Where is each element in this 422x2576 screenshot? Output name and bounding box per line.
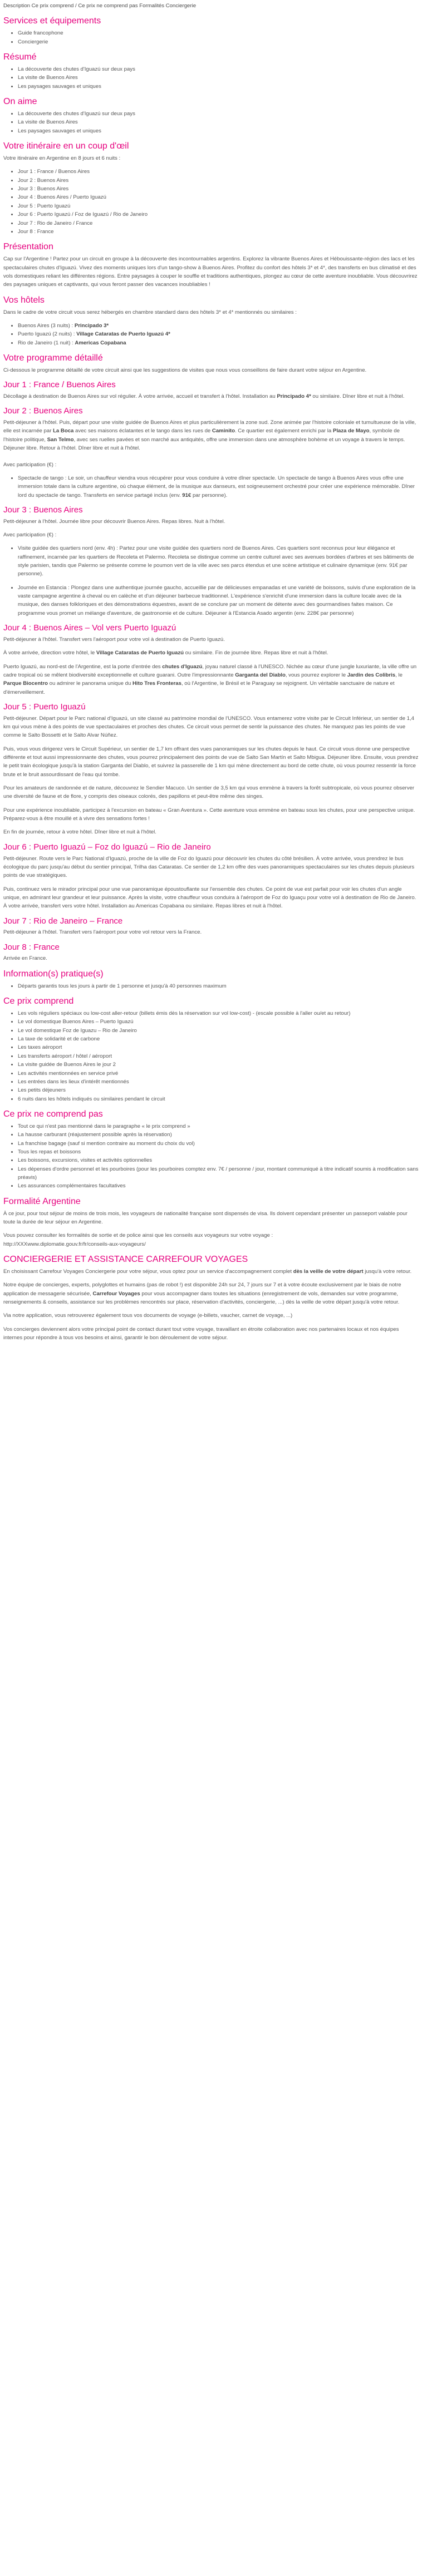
list-item: • Jour 7 : Rio de Janeiro / France bbox=[18, 219, 419, 228]
day-4-text-2 bbox=[3, 649, 419, 657]
day-5-text-4: Pour une expérience inoubliable, participez à l'excursion en bateau « Gran Aventura ». Cette aventure vous emmène en bateau sous les chutes, pour une perspective unique. Préparez-vous à être mouillé et à vivre des sensations fortes ! bbox=[3, 807, 415, 822]
section-title-itinerary: Votre itinéraire en un coup d'œil bbox=[3, 141, 129, 151]
list-item: • La visite guidée de Buenos Aires le jour 2 bbox=[18, 1060, 419, 1069]
hotel-label: Buenos Aires (3 nuits) : bbox=[18, 322, 75, 329]
list-item: • Jour 8 : France bbox=[18, 228, 419, 236]
section-title-price-excludes: Ce prix ne comprend pas bbox=[3, 1109, 103, 1119]
text-segment: ou similaire. Dîner libre et nuit à l'hôtel. bbox=[311, 393, 405, 400]
day-3-options bbox=[3, 544, 419, 618]
list-item: • Visite guidée des quartiers nord (env. 4h) : Partez pour une visite guidée des quartiers nord de Buenos Aires. Ces quartiers sont reconnus pour leur élégance et raffinement, incarnée par les quartiers de Recoleta et Palermo. Recoleta se distingue comme un centre culturel avec ses avenues bordées d'arbres et ses bâtiments de style parisien, tandis que Palermo se présente comme le poumon vert de la ville avec ses parcs étendus et une scène artistique et culinaire dynamique (env. 91€ par personne). bbox=[18, 544, 419, 578]
breadcrumb: Description Ce prix comprend / Ce prix ne comprend pas Formalités Conciergerie bbox=[3, 3, 197, 9]
list-item: • Tout ce qui n'est pas mentionné dans le paragraphe « le prix comprend » bbox=[18, 1122, 419, 1131]
formalities-text-1: À ce jour, pour tout séjour de moins de trois mois, les voyageurs de nationalité française sont dispensés de visa. Ils doivent cependant présenter un passeport valable pour toute la durée de leur séjour en Argentine. bbox=[3, 1210, 408, 1225]
day-3-text: Petit-déjeuner à l'hôtel. Journée libre pour découvrir Buenos Aires. Repas libres. Nuit à l'hôtel. bbox=[3, 518, 225, 525]
place-name: Hito Tres Fronteras bbox=[132, 680, 181, 687]
list-item: • Les dépenses d'ordre personnel et les pourboires (pour les pourboires comptez env. 7€ / personne / jour, montant communiqué à titre indicatif soumis à modification sans préavis) bbox=[18, 1165, 419, 1182]
day-4-text-1: Petit-déjeuner à l'hôtel. Transfert vers l'aéroport pour votre vol à destination de Puerto Iguazú. bbox=[3, 636, 225, 643]
place-name: Jardin des Colibris bbox=[347, 672, 396, 678]
day-6-title: Jour 6 : Puerto Iguazú – Foz do Iguazú – Rio de Janeiro bbox=[3, 842, 211, 852]
list-item: • Les paysages sauvages et uniques bbox=[18, 82, 419, 91]
day-5-text-2: Puis, vous vous dirigerez vers le Circuit Supérieur, un sentier de 1,7 km offrant des vues panoramiques sur les chutes depuis le haut. Ce circuit vous donne une perspective différente et tout aussi impressionnante des chutes, vous pourrez principalement des points de vue de Salto San Martín et Salto Mbigua. Déjeuner libre. Ensuite, vous prendrez le petit train écologique jusqu'à la station Garganta del Diablo, et suivrez la passerelle de 1 km qui mène directement au bord de cette chute, où vous pourrez ressentir la force brute et le bruit assourdissant de l'eau qui tombe. bbox=[3, 746, 419, 778]
text-segment: Petit-déjeuner à l'hôtel. Puis, départ pour une visite guidée de Buenos Aires et plus particulièrement la zone sud. Zone animée par l'histoire coloniale et tumultueuse de la ville, elle est incarnée par bbox=[3, 420, 416, 435]
day-5-text-5: En fin de journée, retour à votre hôtel. Dîner libre et nuit à l'hôtel. bbox=[3, 829, 156, 836]
list-item: • La découverte des chutes d'Iguazú sur deux pays bbox=[18, 110, 419, 118]
day-6-text-1: Petit-déjeuner. Route vers le Parc National d'Iguazú, proche de la ville de Foz do Iguazú pour découvrir les chutes du côté brésilien. À votre arrivée, vous prendrez le bus écologique du parc jusqu'au début du sentier principal, Trilha das Cataratas. Ce sentier de 1,2 km offre des vues panoramiques spectaculaires sur les chutes depuis plusieurs points de vue stratégiques. bbox=[3, 855, 415, 879]
section-title-price-includes: Ce prix comprend bbox=[3, 996, 74, 1006]
day-2-options bbox=[3, 474, 419, 500]
section-title-resume: Résumé bbox=[3, 52, 37, 62]
list-item bbox=[18, 322, 419, 330]
place-name: Caminito bbox=[212, 428, 235, 435]
section-title-services: Services et équipements bbox=[3, 16, 101, 26]
highlight: Carrefour Voyages bbox=[92, 1290, 140, 1297]
place-name: Garganta del Diablo bbox=[235, 672, 286, 678]
list-item: • Les vols réguliers spéciaux ou low-cost aller-retour (billets émis dès la réservation sur vol low-cost) - (escale possible à l'aller ou/et au retour) bbox=[18, 1009, 419, 1018]
day-7-text: Petit-déjeuner à l'hôtel. Transfert vers l'aéroport pour votre vol retour vers la France. bbox=[3, 929, 202, 936]
list-item: • Les entrées dans les lieux d'intérêt mentionnés bbox=[18, 1078, 419, 1086]
list-item: • Jour 6 : Puerto Iguazú / Foz de Iguazú / Rio de Janeiro bbox=[18, 210, 419, 219]
hotel-name: Principado 4* bbox=[277, 393, 311, 400]
list-item: • La taxe de solidarité et de carbone bbox=[18, 1035, 419, 1043]
section-title-hotels: Vos hôtels bbox=[3, 295, 45, 305]
price-includes-list bbox=[3, 1009, 419, 1103]
section-title-on-aime: On aime bbox=[3, 97, 37, 107]
list-item: • Les boissons, excursions, visites et activités optionnelles bbox=[18, 1156, 419, 1164]
infos-list bbox=[3, 982, 419, 990]
day-2-title: Jour 2 : Buenos Aires bbox=[3, 406, 83, 416]
conciergerie-text-1 bbox=[3, 1267, 419, 1276]
formalities-link-wrap bbox=[3, 1240, 419, 1248]
highlight: dès la veille de votre départ bbox=[293, 1269, 364, 1275]
list-item bbox=[18, 330, 419, 338]
day-1-text bbox=[3, 392, 419, 401]
list-item: • Les paysages sauvages et uniques bbox=[18, 127, 419, 135]
list-item: • La hausse carburant (réajustement possible après la réservation) bbox=[18, 1131, 419, 1139]
list-item: • 6 nuits dans les hôtels indiqués ou similaires pendant le circuit bbox=[18, 1095, 419, 1103]
list-item: • Le vol domestique Buenos Aires – Puerto Iguazú bbox=[18, 1018, 419, 1026]
text-segment: Notre équipe de concierges, experts, polyglottes et humains (pas de robot !) est disponible 24h sur 24, 7 jours sur 7 et à votre écoute exclusivement par le biais de notre application de messagerie sécurisée, bbox=[3, 1282, 401, 1297]
list-item: • Les taxes aéroport bbox=[18, 1043, 419, 1052]
text-segment: ou admirer le panorama unique du bbox=[47, 680, 133, 687]
price: 91€ bbox=[182, 492, 192, 499]
formalities-text-2: Vous pouvez consulter les formalités de sortie et de police ainsi que les conseils aux voyageurs sur votre voyage : bbox=[3, 1232, 273, 1239]
day-2-text bbox=[3, 418, 419, 452]
itinerary-list bbox=[3, 167, 419, 236]
hotels-list bbox=[3, 322, 419, 347]
text-segment: , symbole de l'histoire politique, bbox=[3, 428, 400, 443]
hotel-name: Village Cataratas de Puerto Iguazú bbox=[96, 650, 184, 657]
list-item bbox=[18, 474, 419, 500]
section-title-presentation: Présentation bbox=[3, 242, 53, 252]
text-segment: Spectacle de tango : Le soir, un chauffeur viendra vous récupérer pour vous conduire à votre dîner spectacle. Un spectacle de tango à Buenos Aires vous offre une immersion totale dans la culture argentine, où chaque élément, de la musique aux danseurs, est soigneusement orchestré pour créer une expérience mémorable. Dîner lord du spectacle de tango. Transferts en service partagé inclus (env. bbox=[18, 475, 415, 499]
list-item: • Les petits déjeuners bbox=[18, 1086, 419, 1094]
hotel-name: Principado 3* bbox=[74, 322, 109, 329]
list-item: • La visite de Buenos Aires bbox=[18, 118, 419, 126]
text-segment: Puerto Iguazú, au nord-est de l'Argentine, est la porte d'entrée des bbox=[3, 663, 163, 670]
text-segment: , avec ses ruelles pavées et son marché aux antiquités, offre une immersion dans une atmosphère bohème et un voyage à travers le temps. Déjeuner libre. Retour à l'hôtel. Dîner libre et nuit à l'hôtel. bbox=[3, 436, 405, 452]
services-list bbox=[3, 29, 419, 46]
text-segment: Décollage à destination de Buenos Aires sur vol régulier. À votre arrivée, accueil et transfert à l'hôtel. Installation au bbox=[3, 393, 277, 400]
text-segment: ou similaire. Fin de journée libre. Repas libre et nuit à l'hôtel. bbox=[184, 650, 328, 657]
list-item: • La franchise bagage (sauf si mention contraire au moment du choix du vol) bbox=[18, 1139, 419, 1148]
list-item: • Jour 1 : France / Buenos Aires bbox=[18, 167, 419, 176]
price-excludes-list bbox=[3, 1122, 419, 1191]
day-4-text-3 bbox=[3, 663, 419, 697]
day-1-title: Jour 1 : France / Buenos Aires bbox=[3, 380, 116, 390]
section-title-conciergerie: CONCIERGERIE ET ASSISTANCE CARREFOUR VOYAGES bbox=[3, 1255, 248, 1264]
place-name: La Boca bbox=[53, 428, 74, 435]
text-segment: À votre arrivée, direction votre hôtel, le bbox=[3, 650, 96, 657]
day-4-title: Jour 4 : Buenos Aires – Vol vers Puerto Iguazú bbox=[3, 623, 176, 633]
text-segment: , où l'Argentine, le Brésil et le Paraguay se rejoignent. Un véritable sanctuaire de nature et d'émerveillement. bbox=[3, 680, 395, 695]
list-item: • Tous les repas et boissons bbox=[18, 1148, 419, 1156]
resume-list bbox=[3, 65, 419, 91]
list-item: • Jour 2 : Buenos Aires bbox=[18, 176, 419, 185]
conciergerie-text-2 bbox=[3, 1281, 419, 1306]
text-segment: , le bbox=[395, 672, 403, 678]
list-item: • Jour 5 : Puerto Iguazú bbox=[18, 202, 419, 210]
programme-text: Ci-dessous le programme détaillé de votre circuit ainsi que les suggestions de visites que nous vous conseillons de faire durant votre séjour en Argentine. bbox=[3, 367, 367, 373]
on-aime-list bbox=[3, 110, 419, 135]
text-segment: avec ses maisons éclatantes et le tango dans les rues de bbox=[73, 428, 212, 435]
section-title-formalities: Formalité Argentine bbox=[3, 1196, 81, 1206]
section-title-infos: Information(s) pratique(s) bbox=[3, 969, 104, 979]
section-title-programme: Votre programme détaillé bbox=[3, 353, 103, 363]
list-item: • Conciergerie bbox=[18, 38, 419, 46]
list-item: • Les assurances complémentaires facultatives bbox=[18, 1182, 419, 1190]
text-segment: , vous pourrez explorer le bbox=[285, 672, 347, 678]
list-item: • Le vol domestique Foz de Iguazu – Rio de Janeiro bbox=[18, 1027, 419, 1035]
hotel-name: Americas Copabana bbox=[75, 339, 126, 346]
text-segment: En choisissant Carrefour Voyages Conciergerie pour votre séjour, vous optez pour un service d'accompagnement complet bbox=[3, 1269, 293, 1275]
list-item: • Jour 4 : Buenos Aires / Puerto Iguazú bbox=[18, 193, 419, 201]
list-item: • Journée en Estancia : Plongez dans une authentique journée gaucho, accueillie par de délicieuses empanadas et une variété de boissons, suivis d'une exploration de la vaste campagne argentine à cheval ou en calèche et d'un déjeuner barbecue traditionnel. L'expérience s'enrichit d'une immersion dans la culture locale avec de la musique, des danses folkloriques et des démonstrations équestres, avant de se conclure par un moment de détente avec des gourmandises faites maison. Ce programme vous promet un mélange d'aventure, de gastronomie et de culture. Déjeuner à l'Estancia Asado argentin (env. 228€ par personne) bbox=[18, 584, 419, 618]
day-6-text-2: Puis, continuez vers le mirador principal pour une vue panoramique époustouflante sur l'ensemble des chutes. Ce point de vue est parfait pour voir les chutes d'un angle unique, en admirant leur grandeur et leur puissance. Après la visite, votre chauffeur vous conduira à l'aéroport de Foz do Iguaçu pour votre vol à destination de Rio de Janeiro. À votre arrivée, transfert vers votre hôtel. Installation au Americas Copabana ou similaire. Repas libres et nuit à l'hôtel. bbox=[3, 886, 416, 910]
list-item: • Guide francophone bbox=[18, 29, 419, 37]
text-segment: . Ce quartier est également enrichi par la bbox=[234, 428, 333, 435]
list-item: • Départs garantis tous les jours à partir de 1 personne et jusqu'à 40 personnes maximum bbox=[18, 982, 419, 990]
day-5-text-1: Petit-déjeuner. Départ pour le Parc national d'Iguazú, un site classé au patrimoine mondial de l'UNESCO. Vous entamerez votre visite par le Circuit Inférieur, un sentier de 1,4 km qui vous mène à des points de vue spectaculaires et proches des chutes. Ce circuit vous permet de sentir la puissance des chutes. Ne manquez pas les points de vue comme le Salto Bossetti et le Salto Alvar Núñez. bbox=[3, 715, 414, 739]
conciergerie-text-4: Vos concierges deviennent alors votre principal point de contact durant tout votre voyage, travaillant en étroite collaboration avec nos partenaires locaux et nos équipes internes pour répondre à tous vos besoins et ainsi, garantir le bon déroulement de votre séjour. bbox=[3, 1326, 399, 1341]
day-5-title: Jour 5 : Puerto Iguazú bbox=[3, 702, 86, 712]
list-item: • La visite de Buenos Aires bbox=[18, 73, 419, 82]
presentation-text: Cap sur l'Argentine ! Partez pour un circuit en groupe à la découverte des incontournables argentins. Explorez la vibrante Buenos Aires et Hébouissante-région des lacs et les spectaculaires chutes d'Iguazú. Vivez des moments uniques lors d'un tango-show à Buenos Aires. Profitez du confort des hôtels 3* et 4*, des transferts en bus climatisé et des vols domestiques reliant les différentes régions. Entre paysages à couper le souffle et traditions authentiques, plongez au cœur de cette aventure inoubliable. Vous découvrirez des paysages uniques et captivants, qui vous feront passer des vacances inoubliables ! bbox=[3, 256, 418, 288]
formalities-link[interactable]: http://XXXwww.diplomatie.gouv.fr/fr/conseils-aux-voyageurs/ bbox=[3, 1241, 146, 1247]
day-3-options-label: Avec participation (€) : bbox=[3, 531, 57, 538]
list-item: • Les activités mentionnées en service privé bbox=[18, 1069, 419, 1078]
day-2-options-label: Avec participation (€) : bbox=[3, 461, 57, 468]
text-segment: pour vous accompagner dans toutes les situations (enregistrement de vols, demandes sur votre programme, renseignements & conseils, assistance sur les problèmes rencontrés sur place, réservation d'activités, conciergerie, ...) dès la veille de votre départ jusqu'à votre retour. bbox=[3, 1290, 400, 1306]
text-segment: jusqu'à votre retour. bbox=[363, 1269, 412, 1275]
place-name: Plaza de Mayo bbox=[332, 428, 370, 435]
itinerary-intro: Votre itinéraire en Argentine en 8 jours et 6 nuits : bbox=[3, 155, 121, 162]
hotels-intro: Dans le cadre de votre circuit vous serez hébergés en chambre standard dans des hôtels 3* et 4* mentionnés ou similaires : bbox=[3, 309, 297, 315]
list-item: • Jour 3 : Buenos Aires bbox=[18, 185, 419, 193]
list-item: • La découverte des chutes d'Iguazú sur deux pays bbox=[18, 65, 419, 73]
list-item bbox=[18, 339, 419, 347]
hotel-label: Rio de Janeiro (1 nuit) : bbox=[18, 339, 75, 346]
place-name: chutes d'Iguazú bbox=[162, 663, 203, 670]
hotel-label: Puerto Iguazú (2 nuits) : bbox=[18, 331, 77, 338]
day-5-text-3: Pour les amateurs de randonnée et de nature, découvrez le Sendier Macuco. Un sentier de 3,5 km qui vous emmène à travers la forêt subtropicale, où vous pourrez observer une diversité de faune et de flore, y compris des oiseaux colorés, des papillons et peut-être même des singes. bbox=[3, 785, 415, 800]
place-name: San Telmo bbox=[47, 436, 74, 443]
day-8-title: Jour 8 : France bbox=[3, 942, 60, 952]
day-8-text: Arrivée en France. bbox=[3, 955, 47, 962]
hotel-name: Village Cataratas de Puerto Iguazú 4* bbox=[76, 331, 170, 338]
text-segment: par personne). bbox=[191, 492, 228, 499]
list-item: • Les transferts aéroport / hôtel / aéroport bbox=[18, 1052, 419, 1060]
text-segment: , joyau naturel classé à l'UNESCO. Nichée au cœur d'une jungle luxuriante, la ville offre un cadre tropical où se mêlent biodiversité exceptionnelle et culture guarani. Outre l'impressionnante bbox=[3, 663, 417, 678]
place-name: Parque Biocentro bbox=[3, 680, 48, 687]
day-7-title: Jour 7 : Rio de Janeiro – France bbox=[3, 916, 123, 926]
day-3-title: Jour 3 : Buenos Aires bbox=[3, 505, 83, 515]
conciergerie-text-3: Via notre application, vous retrouverez également tous vos documents de voyage (e-billets, vaucher, carnet de voyage, ...) bbox=[3, 1312, 293, 1319]
